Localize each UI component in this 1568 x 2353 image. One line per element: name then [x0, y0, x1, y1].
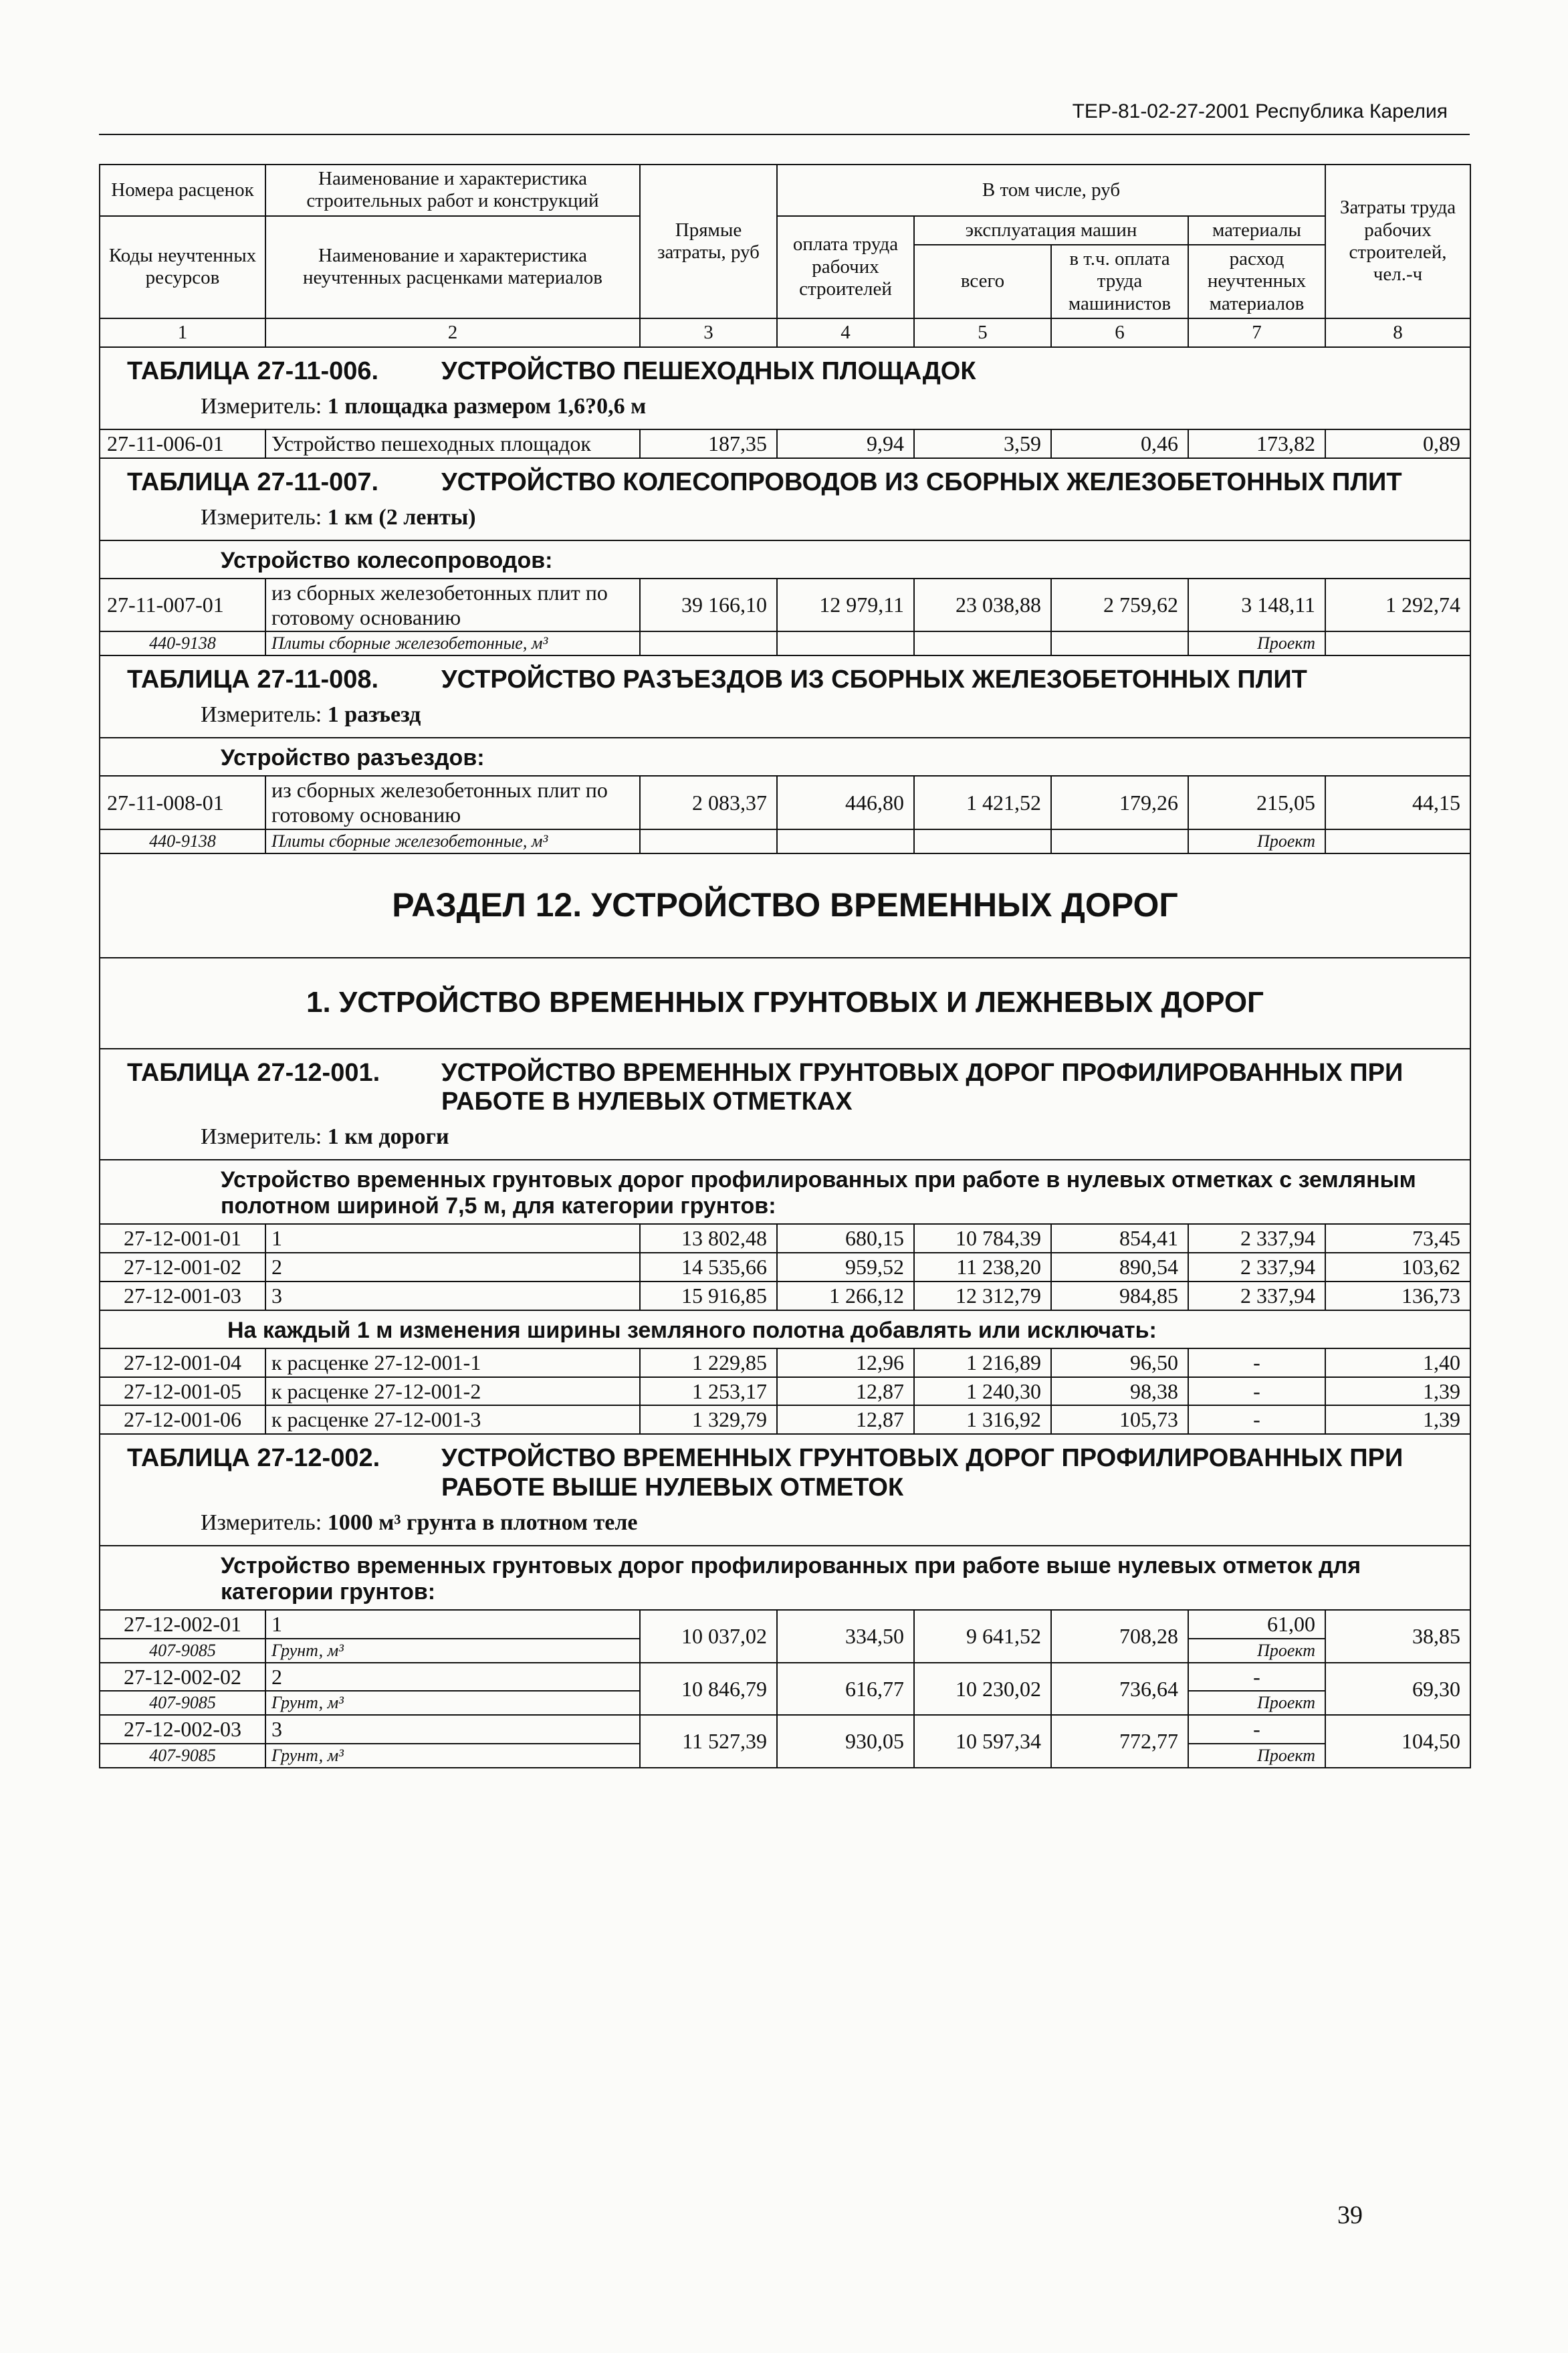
operator-pay: 96,50 — [1051, 1348, 1188, 1377]
machine-total: 10 230,02 — [914, 1663, 1051, 1716]
operator-pay: 179,26 — [1051, 776, 1188, 829]
col-number: 4 — [777, 318, 914, 347]
resource-code: 407-9085 — [100, 1744, 265, 1768]
table-name: УСТРОЙСТВО ПЕШЕХОДНЫХ ПЛОЩАДОК — [441, 357, 976, 386]
column-number-row — [100, 318, 1470, 347]
table-title — [100, 458, 1470, 500]
labor-hours: 104,50 — [1325, 1715, 1470, 1768]
resource-code: 407-9085 — [100, 1639, 265, 1663]
direct-costs: 1 229,85 — [640, 1348, 777, 1377]
resource-code: 440-9138 — [100, 829, 265, 853]
table-title-row — [100, 458, 1470, 500]
col-head-including: В том числе, руб — [777, 165, 1325, 216]
work-name: к расценке 27-12-001-3 — [265, 1405, 640, 1434]
machine-total: 3,59 — [914, 429, 1051, 458]
machine-total: 1 240,30 — [914, 1377, 1051, 1406]
unit-of-measure: Измеритель: 1 км (2 ленты) — [100, 500, 1470, 540]
header-row-1 — [100, 165, 1470, 216]
table-number: ТАБЛИЦА 27-11-006. — [127, 357, 379, 386]
col-number: 7 — [1188, 318, 1325, 347]
table-row — [100, 1405, 1470, 1434]
table-row — [100, 1377, 1470, 1406]
col-head-worker-pay: оплата труда рабочих строителей — [777, 216, 914, 318]
col-number: 1 — [100, 318, 265, 347]
resource-name: Грунт, м³ — [265, 1639, 640, 1663]
table-row — [100, 429, 1470, 458]
machine-total: 10 784,39 — [914, 1224, 1051, 1253]
col-number: 6 — [1051, 318, 1188, 347]
col-head-material-name: Наименование и характеристика неучтенных расценками материалов — [265, 216, 640, 318]
unit-of-measure: Измеритель: 1000 м³ грунта в плотном теле — [100, 1506, 1470, 1546]
labor-hours: 69,30 — [1325, 1663, 1470, 1716]
operator-pay: 890,54 — [1051, 1253, 1188, 1282]
resource-row — [100, 631, 1470, 655]
table-name: УСТРОЙСТВО КОЛЕСОПРОВОДОВ ИЗ СБОРНЫХ ЖЕЛЕЗОБЕТОННЫХ ПЛИТ — [441, 468, 1402, 496]
table-number: ТАБЛИЦА 27-11-008. — [127, 666, 379, 694]
table-title — [100, 1434, 1470, 1505]
meter-row — [100, 500, 1470, 540]
resource-name: Плиты сборные железобетонные, м³ — [265, 631, 640, 655]
direct-costs: 11 527,39 — [640, 1715, 777, 1768]
table-row — [100, 1253, 1470, 1282]
operator-pay: 0,46 — [1051, 429, 1188, 458]
table-number: ТАБЛИЦА 27-11-007. — [127, 468, 379, 496]
header-rule — [99, 134, 1470, 135]
machine-total: 10 597,34 — [914, 1715, 1051, 1768]
rate-code: 27-11-006-01 — [100, 429, 265, 458]
table-name: УСТРОЙСТВО РАЗЪЕЗДОВ ИЗ СБОРНЫХ ЖЕЛЕЗОБЕТОННЫХ ПЛИТ — [441, 666, 1307, 694]
rate-code: 27-12-001-06 — [100, 1405, 265, 1434]
resource-usage: Проект — [1188, 1744, 1325, 1768]
table-title — [100, 655, 1470, 698]
section-heading: РАЗДЕЛ 12. УСТРОЙСТВО ВРЕМЕННЫХ ДОРОГ — [100, 853, 1470, 958]
material-cost: - — [1188, 1715, 1325, 1744]
rate-code: 27-12-001-02 — [100, 1253, 265, 1282]
work-name: Устройство пешеходных площадок — [265, 429, 640, 458]
worker-pay: 930,05 — [777, 1715, 914, 1768]
col-head-machines-total: всего — [914, 245, 1051, 318]
table-title-row — [100, 347, 1470, 389]
resource-row — [100, 829, 1470, 853]
direct-costs: 14 535,66 — [640, 1253, 777, 1282]
labor-hours: 1,39 — [1325, 1405, 1470, 1434]
worker-pay: 446,80 — [777, 776, 914, 829]
direct-costs: 1 329,79 — [640, 1405, 777, 1434]
subsection-heading: 1. УСТРОЙСТВО ВРЕМЕННЫХ ГРУНТОВЫХ И ЛЕЖНЕВЫХ ДОРОГ — [100, 958, 1470, 1049]
rate-code: 27-12-001-01 — [100, 1224, 265, 1253]
material-cost: 215,05 — [1188, 776, 1325, 829]
resource-code: 407-9085 — [100, 1691, 265, 1715]
table-title — [100, 347, 1470, 389]
rate-code: 27-12-002-03 — [100, 1715, 265, 1744]
table-row — [100, 1348, 1470, 1377]
col-head-machines: эксплуатация машин — [914, 216, 1188, 245]
table-row — [100, 776, 1470, 829]
table-row — [100, 1610, 1470, 1639]
col-number: 8 — [1325, 318, 1470, 347]
material-cost: - — [1188, 1405, 1325, 1434]
work-name: из сборных железобетонных плит по готовому основанию — [265, 579, 640, 632]
material-cost: - — [1188, 1348, 1325, 1377]
labor-hours: 1 292,74 — [1325, 579, 1470, 632]
material-cost: 173,82 — [1188, 429, 1325, 458]
work-name: 3 — [265, 1715, 640, 1744]
material-cost: - — [1188, 1663, 1325, 1692]
operator-pay: 772,77 — [1051, 1715, 1188, 1768]
resource-usage: Проект — [1188, 829, 1325, 853]
section-row — [100, 853, 1470, 958]
table-number: ТАБЛИЦА 27-12-002. — [127, 1444, 380, 1473]
work-name: 2 — [265, 1663, 640, 1692]
worker-pay: 12,96 — [777, 1348, 914, 1377]
operator-pay: 2 759,62 — [1051, 579, 1188, 632]
labor-hours: 73,45 — [1325, 1224, 1470, 1253]
machine-total: 9 641,52 — [914, 1610, 1051, 1663]
labor-hours: 1,40 — [1325, 1348, 1470, 1377]
material-cost: 2 337,94 — [1188, 1253, 1325, 1282]
table-row — [100, 1663, 1470, 1692]
material-cost: 2 337,94 — [1188, 1282, 1325, 1310]
table-row — [100, 1224, 1470, 1253]
col-head-work-name: Наименование и характеристика строительных работ и конструкций — [265, 165, 640, 216]
work-name: из сборных железобетонных плит по готовому основанию — [265, 776, 640, 829]
col-head-materials: материалы — [1188, 216, 1325, 245]
work-name: 2 — [265, 1253, 640, 1282]
resource-code: 440-9138 — [100, 631, 265, 655]
worker-pay: 12,87 — [777, 1405, 914, 1434]
machine-total: 1 421,52 — [914, 776, 1051, 829]
operator-pay: 708,28 — [1051, 1610, 1188, 1663]
col-number: 5 — [914, 318, 1051, 347]
rate-code: 27-11-007-01 — [100, 579, 265, 632]
rate-table-frame — [99, 164, 1470, 1768]
direct-costs: 39 166,10 — [640, 579, 777, 632]
labor-hours: 136,73 — [1325, 1282, 1470, 1310]
operator-pay: 105,73 — [1051, 1405, 1188, 1434]
rate-code: 27-11-008-01 — [100, 776, 265, 829]
rate-code: 27-12-001-03 — [100, 1282, 265, 1310]
operator-pay: 98,38 — [1051, 1377, 1188, 1406]
machine-total: 11 238,20 — [914, 1253, 1051, 1282]
table-name: УСТРОЙСТВО ВРЕМЕННЫХ ГРУНТОВЫХ ДОРОГ ПРОФИЛИРОВАННЫХ ПРИ РАБОТЕ ВЫШЕ НУЛЕВЫХ ОТМЕТОК — [441, 1444, 1404, 1502]
table-title-row — [100, 1049, 1470, 1120]
table-number: ТАБЛИЦА 27-12-001. — [127, 1058, 380, 1087]
table-title — [100, 1049, 1470, 1120]
col-head-labor: Затраты труда рабочих строителей, чел.-ч — [1325, 165, 1470, 318]
col-head-operator-pay: в т.ч. оплата труда машинистов — [1051, 245, 1188, 318]
meter-row — [100, 1506, 1470, 1546]
resource-name: Плиты сборные железобетонные, м³ — [265, 829, 640, 853]
subtable-title: На каждый 1 м изменения ширины земляного полотна добавлять или исключать: — [100, 1310, 1470, 1348]
resource-usage: Проект — [1188, 1639, 1325, 1663]
labor-hours: 1,39 — [1325, 1377, 1470, 1406]
worker-pay: 1 266,12 — [777, 1282, 914, 1310]
worker-pay: 12,87 — [777, 1377, 914, 1406]
labor-hours: 103,62 — [1325, 1253, 1470, 1282]
subtable-title: Устройство разъездов: — [100, 738, 1470, 776]
subtitle-row — [100, 540, 1470, 579]
rate-table — [99, 164, 1471, 1768]
table-name: УСТРОЙСТВО ВРЕМЕННЫХ ГРУНТОВЫХ ДОРОГ ПРОФИЛИРОВАННЫХ ПРИ РАБОТЕ В НУЛЕВЫХ ОТМЕТКАХ — [441, 1058, 1404, 1116]
col-head-direct-costs: Прямые затраты, руб — [640, 165, 777, 318]
col-head-rate-number: Номера расценок — [100, 165, 265, 216]
direct-costs: 13 802,48 — [640, 1224, 777, 1253]
table-row — [100, 579, 1470, 632]
subtitle-row — [100, 738, 1470, 776]
labor-hours: 38,85 — [1325, 1610, 1470, 1663]
page-number: 39 — [1337, 2201, 1363, 2229]
rate-code: 27-12-001-05 — [100, 1377, 265, 1406]
direct-costs: 2 083,37 — [640, 776, 777, 829]
col-head-material-use: расход неучтенных материалов — [1188, 245, 1325, 318]
operator-pay: 736,64 — [1051, 1663, 1188, 1716]
subsection-row — [100, 958, 1470, 1049]
worker-pay: 616,77 — [777, 1663, 914, 1716]
table-row — [100, 1282, 1470, 1310]
work-name: к расценке 27-12-001-2 — [265, 1377, 640, 1406]
resource-usage: Проект — [1188, 1691, 1325, 1715]
machine-total: 23 038,88 — [914, 579, 1051, 632]
col-number: 2 — [265, 318, 640, 347]
col-head-resource-codes: Коды неучтенных ресурсов — [100, 216, 265, 318]
machine-total: 12 312,79 — [914, 1282, 1051, 1310]
resource-name: Грунт, м³ — [265, 1691, 640, 1715]
direct-costs: 1 253,17 — [640, 1377, 777, 1406]
table-row — [100, 1715, 1470, 1744]
operator-pay: 854,41 — [1051, 1224, 1188, 1253]
worker-pay: 12 979,11 — [777, 579, 914, 632]
subtitle-row — [100, 1310, 1470, 1348]
material-cost: - — [1188, 1377, 1325, 1406]
worker-pay: 9,94 — [777, 429, 914, 458]
subtable-title: Устройство временных грунтовых дорог профилированных при работе выше нулевых отметок для категории грунтов: — [100, 1546, 1470, 1610]
material-cost: 61,00 — [1188, 1610, 1325, 1639]
resource-name: Грунт, м³ — [265, 1744, 640, 1768]
subtitle-row — [100, 1546, 1470, 1610]
rate-code: 27-12-002-01 — [100, 1610, 265, 1639]
worker-pay: 680,15 — [777, 1224, 914, 1253]
unit-of-measure: Измеритель: 1 площадка размером 1,6?0,6 м — [100, 389, 1470, 429]
labor-hours: 0,89 — [1325, 429, 1470, 458]
worker-pay: 334,50 — [777, 1610, 914, 1663]
machine-total: 1 216,89 — [914, 1348, 1051, 1377]
unit-of-measure: Измеритель: 1 разъезд — [100, 698, 1470, 738]
work-name: 1 — [265, 1610, 640, 1639]
subtitle-row — [100, 1160, 1470, 1224]
direct-costs: 10 037,02 — [640, 1610, 777, 1663]
subtable-title: Устройство временных грунтовых дорог профилированных при работе в нулевых отметках с земляным полотном шириной 7,5 м, для категории грунтов: — [100, 1160, 1470, 1224]
meter-row — [100, 1120, 1470, 1160]
header-row-2 — [100, 216, 1470, 245]
worker-pay: 959,52 — [777, 1253, 914, 1282]
meter-row — [100, 698, 1470, 738]
direct-costs: 187,35 — [640, 429, 777, 458]
table-title-row — [100, 655, 1470, 698]
direct-costs: 15 916,85 — [640, 1282, 777, 1310]
work-name: 1 — [265, 1224, 640, 1253]
document-reference: ТЕР-81-02-27-2001 Республика Карелия — [1072, 100, 1448, 122]
resource-usage: Проект — [1188, 631, 1325, 655]
col-number: 3 — [640, 318, 777, 347]
meter-row — [100, 389, 1470, 429]
labor-hours: 44,15 — [1325, 776, 1470, 829]
subtable-title: Устройство колесопроводов: — [100, 540, 1470, 579]
table-title-row — [100, 1434, 1470, 1505]
material-cost: 3 148,11 — [1188, 579, 1325, 632]
unit-of-measure: Измеритель: 1 км дороги — [100, 1120, 1470, 1160]
machine-total: 1 316,92 — [914, 1405, 1051, 1434]
rate-code: 27-12-002-02 — [100, 1663, 265, 1692]
operator-pay: 984,85 — [1051, 1282, 1188, 1310]
work-name: к расценке 27-12-001-1 — [265, 1348, 640, 1377]
direct-costs: 10 846,79 — [640, 1663, 777, 1716]
rate-code: 27-12-001-04 — [100, 1348, 265, 1377]
material-cost: 2 337,94 — [1188, 1224, 1325, 1253]
work-name: 3 — [265, 1282, 640, 1310]
